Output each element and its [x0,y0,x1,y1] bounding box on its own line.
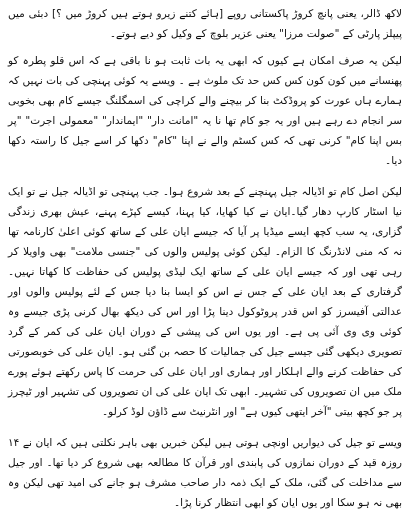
article-paragraph-2: لیکن یہ صرف امکان ہے کیوں کہ ابھی یہ بات ثابت ہو نا باقی ہے کہ اس قلو پطرہ کو پھنسانے میں کون کون کس کس حد تک ملوث ہے ۔ ویسے یہ کوئی پہنچی کی بات نہیں کہ ہمارے ہاں عورت کو پروڈکٹ بنا کر بیچنے والے کراچی کی اسمگلنگ جیسے کام بھی بخوبی سر انجام دے رہے ہیں اور یہ جو کام تھا نا یہ "امانت دار" "ایماندار" "معمولی اجرت" "پر بس اپنا کام" کرنی تھی کہ کس کسٹم والے نے اپنا "کام" دکھا کر اسے جیل کا راستہ دکھا دیا۔ [8,55,402,167]
article-paragraph-3: لیکن اصل کام تو اڈیالہ جیل پہنچنے کے بعد شروع ہوا۔ جب پہنچی تو اڈیالہ جیل نے تو ایک نیا اسٹار کارپ دھار گیا۔ایان نے کیا کھایا، کیا پہنا، کیسے کپڑے پہنے، عیش بھری زندگی گزاری، یہ سب کچھ ایسے میڈیا پر آیا کہ جیسے ایان علی کے ساتھ کوئی اعلیٰ کارنامہ تھا نہ کہ منی لانڈرنگ کا الزام۔ لیکن کوئی پولیس والوں کی "جنسی ملامت" بھی واویلا کر رہی تھی اور کہ جیسے ایان علی کے ساتھ ایک لیڈی پولیس کی حفاظت کا کھاتا نہیں۔ گرفتاری کے بعد ایان علی کے جس نے اس کو ایسا بنا دیا جس کے لئے پولیس والوں اور عدالتی آفیسرز کو اس قدر پروٹوکول دینا پڑا اور اس کی دیکھ بھال کرنی پڑی جیسے وہ کوئی وی وی آئی پی ہے۔ اور یوں اس کی پیشی کے دوران ایان علی کی کمر کے گرد تصویری دیکھی گئی جیسے جیل کی جمالیات کا حصہ بن گئی ہو۔ ایان علی کی خوبصورتی کی حفاظت کرنے والے اہلکار اور ہماری اور ایان علی کی حرمت کا پاس رکھتے ہوئے پورے ملک میں ان تصویروں کی تشہیر۔ ابھی تک ایان علی کی ان تصویروں کی تشہیر اور ٹیچرز پر جو کچھ بیتی "آخر ایتھی کیوں ہے" اور انٹرنیٹ سے ڈاؤن لوڈ کرلو۔ [8,186,402,418]
article-paragraph-1: لاکھ ڈالر، یعنی پانچ کروڑ پاکستانی روپے [ہائے کتنے زیرو ہوتے ہیں کروڑ میں ؟] دبئی میں پیپلز پارٹی کے "صولت مرزا" یعنی عزیر بلوچ کے وکیل کو دیے ہوتے۔ [8,8,402,40]
article-paragraph-4: ویسے تو جیل کی دیواریں اونچی ہوتی ہیں لیکن خبریں بھی باہر نکلتی ہیں کہ ایان نے ۱۴ روزہ قید کے دوران نمازوں کی پابندی اور قرآن کا مطالعہ بھی شروع کر دیا تھا۔ اور جیل سے مداخلت کی گئی، ملک کے ایک ذمہ دار صاحب مشرف ہو جانے کی امید تھی لیکن وہ بھی نہ ہو سکا اور یوں ایان کو ابھی انتظار کرنا پڑا۔ [8,437,402,509]
